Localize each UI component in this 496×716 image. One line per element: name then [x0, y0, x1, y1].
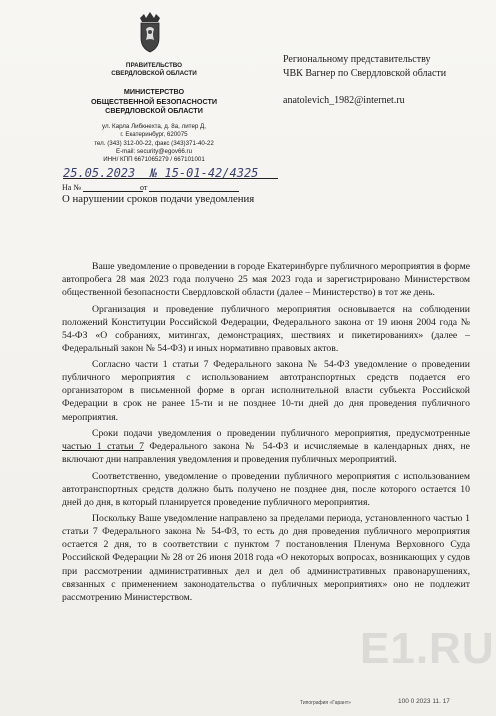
reply-date-blank: [149, 183, 239, 192]
address-line-5: ИНН/ КПП 6671065279 / 667101001: [103, 156, 205, 164]
reply-to-number: [62, 183, 143, 192]
government-line-1: ПРАВИТЕЛЬСТВО: [125, 62, 183, 69]
paragraph-4: [62, 427, 470, 466]
paragraph-3: Согласно части 1 статьи 7 Федерального закона № 54-ФЗ уведомление о проведении публичного мероприятия с использованием автотранспортных средств подается его организатором в письменной форме в орган исполнительной власти субъекта Российской Федерации в срок не ранее 15-ти и не позднее 10-ти дней до дня проведения публичного мероприятия.: [62, 359, 470, 423]
government-line-2: СВЕРДЛОВСКОЙ ОБЛАСТИ: [111, 70, 197, 77]
reply-number-blank: [83, 183, 143, 192]
registration-date: 25.05.2023: [63, 166, 136, 180]
paragraph-5: Соответственно, уведомление о проведении публичного мероприятия с использованием автотранспортных средств должно быть получено не позднее дня, после которого остается 10 дней до дня, в который планируется проведение публичного мероприятия.: [62, 470, 470, 508]
ministry-line-3: СВЕРДЛОВСКОЙ ОБЛАСТИ: [105, 106, 203, 116]
ministry-line-1: МИНИСТЕРСТВО: [123, 87, 185, 96]
reply-to-date: [140, 183, 239, 192]
address-line-3: тел. (343) 312-00-22, факс (343)371-40-22: [94, 139, 214, 147]
addressee-email: anatolevich_1982@internet.ru: [283, 95, 405, 106]
watermark-logo: E1.RU: [360, 624, 495, 673]
number-sign: №: [150, 166, 158, 180]
printer-note: Типография «Гарант»: [300, 700, 351, 706]
addressee-line-1: Региональному представительству: [283, 54, 431, 65]
address-line-2: г. Екатеринбург, 620075: [120, 131, 188, 139]
addressee-line-2: ЧВК Вагнер по Свердловской области: [283, 68, 447, 79]
paragraph-1: Ваше уведомление о проведении в городе Екатеринбурге публичного мероприятия в форме автопробега 28 мая 2023 года получено 25 мая 2023 года и зарегистрировано Министерством общественной безопасности Свердловской области (далее – Министерство) в тот же день.: [62, 261, 470, 299]
paragraph-2: Организация и проведение публичного мероприятия основывается на соблюдении положений Конституции Российской Федерации, Федерального закона от 19 июня 2004 года № 54-ФЗ «О собраниях, митингах, демонстрациях, шествиях и пикетированиях» (далее – Федеральный закон № 54-ФЗ) и иных нормативно правовых актов.: [62, 303, 470, 354]
address-line-1: ул. Карла Либкнехта, д. 8а, литер Д,: [102, 123, 206, 130]
form-code: 100 0 2023 11. 17: [398, 698, 450, 705]
letter-body: [62, 260, 470, 607]
reply-to-label: На №: [62, 183, 81, 192]
government-title: [84, 62, 224, 78]
number-value: 15-01-42/4325: [164, 166, 259, 180]
address-line-4: E-mail: security@egov66.ru: [115, 147, 193, 155]
reply-from-label: от: [140, 183, 148, 192]
paragraph-4-end: Федерального закона № 54-ФЗ и исчисляемые в календарных днях, не включают дни направления уведомления и проведения публичных мероприятий.: [62, 441, 470, 466]
paragraph-6: Поскольку Ваше уведомление направлено за пределами периода, установленного частью 1 статьи 7 Федерального закона № 54-ФЗ, то есть до дня проведения публичного мероприятия остается 2 дня, то в соответствии с пунктом 7 постановления Пленума Верховного Суда Российской Федерации № 28 от 26 июня 2018 года «О некоторых вопросах, возникающих у судов при рассмотрении административных дел и дел об административных правонарушениях, связанных с применением законодательства о публичных мероприятиях» оно не подлежит рассмотрению Министерством.: [62, 513, 470, 603]
ministry-address: [70, 123, 238, 164]
ministry-line-2: ОБЩЕСТВЕННОЙ БЕЗОПАСНОСТИ: [90, 96, 218, 106]
registration-underline: [63, 178, 278, 179]
addressee-block: [283, 53, 446, 81]
letter-subject: О нарушении сроков подачи уведомления: [62, 193, 255, 205]
coat-of-arms-icon: [134, 8, 166, 54]
paragraph-4-start: Сроки подачи уведомления о проведении публичного мероприятия, предусмотренные: [92, 428, 470, 440]
law-article-link[interactable]: частью 1 статьи 7: [62, 441, 144, 453]
ministry-title: [74, 87, 234, 116]
